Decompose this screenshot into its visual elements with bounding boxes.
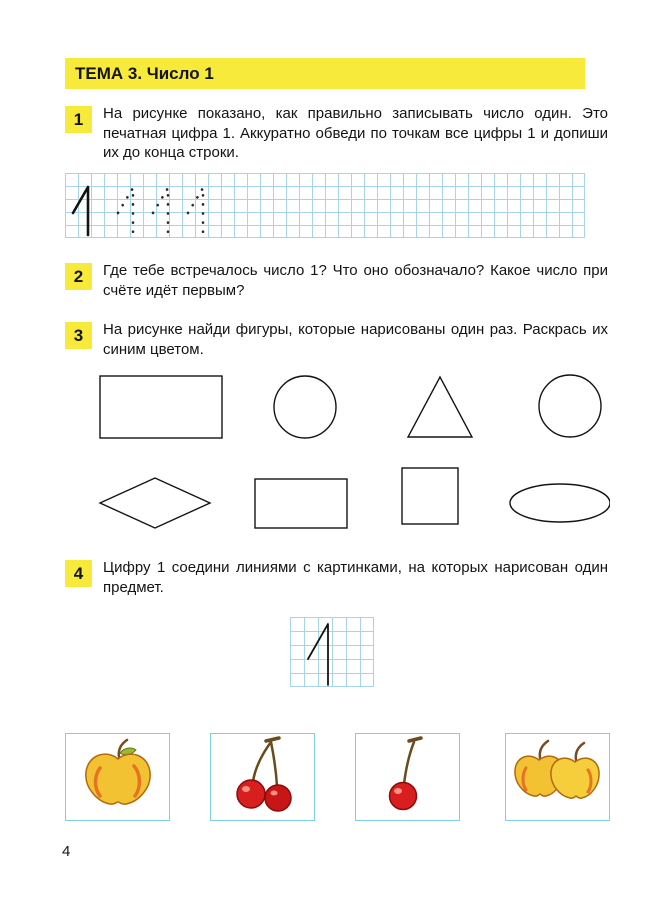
page-number: 4 xyxy=(62,843,71,860)
shape-square xyxy=(402,468,458,524)
cherry-icon xyxy=(358,736,458,818)
picture-row xyxy=(0,733,650,821)
digit-one-dotted-3 xyxy=(188,188,203,234)
task-1-number-badge: 1 xyxy=(65,106,92,133)
apple-icon xyxy=(68,736,168,818)
digit-one-small xyxy=(290,617,374,687)
shape-rectangle-2 xyxy=(255,479,347,528)
shape-diamond xyxy=(100,478,210,528)
picture-box-two-cherries xyxy=(210,733,315,821)
picture-box-one-apple xyxy=(65,733,170,821)
page-title-text: ТЕМА 3. Число 1 xyxy=(75,63,214,83)
digit-one-solid xyxy=(73,187,88,235)
shape-rectangle-1 xyxy=(100,376,222,438)
picture-box-two-apples xyxy=(505,733,610,821)
task-4 xyxy=(65,558,608,597)
task-2-text: Где тебе встречалось число 1? Что оно обозначало? Какое число при счёте идёт первым? xyxy=(103,262,608,299)
task-1-text: На рисунке показано, как правильно записывать число один. Это печатная цифра 1. Аккуратно обведи по точкам все цифры 1 и допиши их до конца строки. xyxy=(103,105,608,161)
task-4-text: Цифру 1 соедини линиями с картинками, на которых нарисован один предмет. xyxy=(103,559,608,596)
digit-one-stroke xyxy=(308,624,328,685)
picture-box-one-cherry xyxy=(355,733,460,821)
shape-circle-1 xyxy=(274,376,336,438)
two-apples-icon xyxy=(508,736,608,818)
digit-one-grid xyxy=(290,617,374,687)
shape-ellipse xyxy=(510,484,610,522)
task-3 xyxy=(65,320,608,359)
digit-one-tracing xyxy=(65,173,585,238)
shape-circle-2 xyxy=(539,375,601,437)
task-3-number-badge: 3 xyxy=(65,322,92,349)
page-title xyxy=(65,58,585,89)
task-3-text: На рисунке найди фигуры, которые нарисованы один раз. Раскрась их синим цветом. xyxy=(103,321,608,358)
digit-one-dotted-1 xyxy=(118,188,133,234)
writing-grid xyxy=(65,173,585,238)
task-2 xyxy=(65,261,608,300)
task-2-number-badge: 2 xyxy=(65,263,92,290)
shape-triangle xyxy=(408,377,472,437)
cherries-icon xyxy=(213,736,313,818)
task-4-number-badge: 4 xyxy=(65,560,92,587)
shapes-figure xyxy=(65,368,610,538)
task-1 xyxy=(65,104,608,163)
digit-one-dotted-2 xyxy=(153,188,168,234)
